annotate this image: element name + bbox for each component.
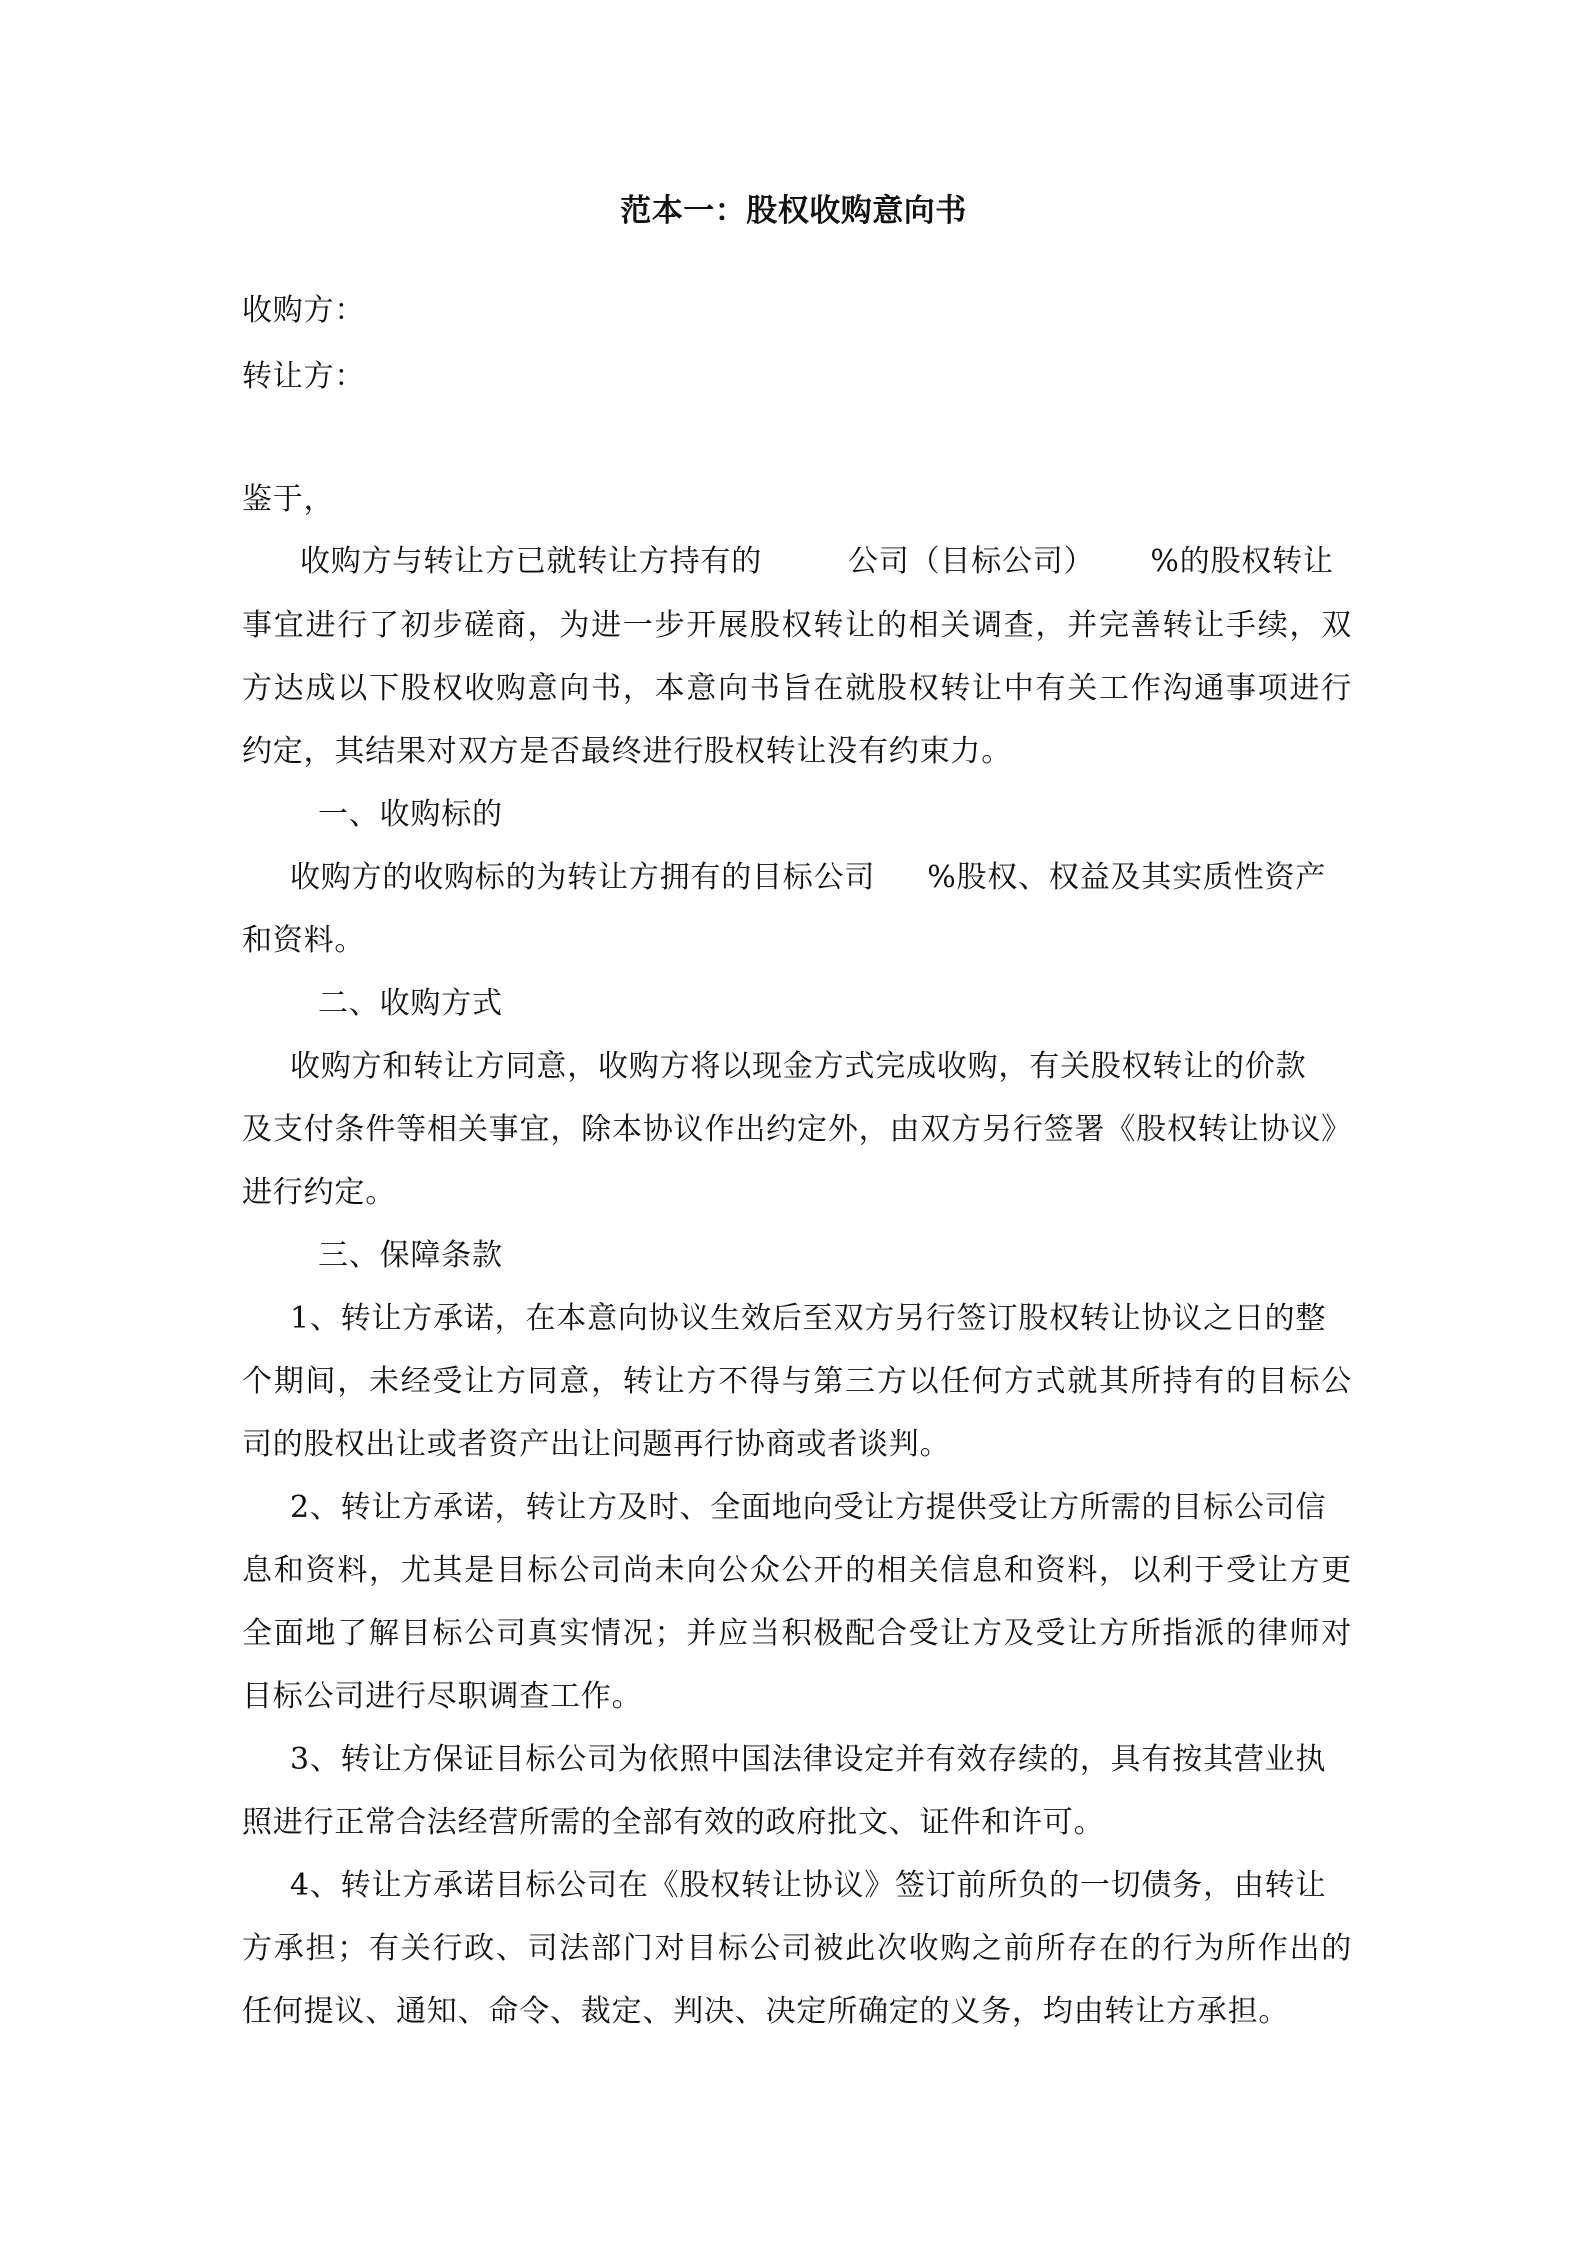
section2-line-1: 收购方和转让方同意，收购方将以现金方式完成收购，有关股权转让的价款 [290, 1049, 1307, 1084]
intro-text-c: %的股权转让 [1150, 544, 1334, 579]
item1-line-1: 1、转让方承诺，在本意向协议生效后至双方另行签订股权转让协议之日的整 [290, 1301, 1327, 1336]
item2-line-1: 2、转让方承诺，转让方及时、全面地向受让方提供受让方所需的目标公司信 [290, 1490, 1327, 1525]
intro-line-3: 方达成以下股权收购意向书，本意向书旨在就股权转让中有关工作沟通事项进行 [242, 671, 1352, 706]
section2-line-2: 及支付条件等相关事宜，除本协议作出约定外，由双方另行签署《股权转让协议》 [242, 1112, 1352, 1147]
item4-line-1: 4、转让方承诺目标公司在《股权转让协议》签订前所负的一切债务，由转让 [290, 1868, 1327, 1903]
item2-line-4: 目标公司进行尽职调查工作。 [242, 1679, 643, 1714]
intro-text-a: 收购方与转让方已就转让方持有的 [300, 544, 762, 579]
item3-line-1: 3、转让方保证目标公司为依照中国法律设定并有效存续的，具有按其营业执 [290, 1742, 1327, 1777]
section2-line-3: 进行约定。 [242, 1175, 396, 1210]
section1-line-2: 和资料。 [242, 923, 366, 958]
section2-heading: 二、收购方式 [318, 986, 503, 1021]
section1-heading: 一、收购标的 [318, 797, 503, 832]
acquirer-label: 收购方： [242, 293, 366, 328]
item3-line-2: 照进行正常合法经营所需的全部有效的政府批文、证件和许可。 [242, 1805, 1105, 1840]
intro-line-1 [300, 537, 1334, 587]
item4-line-2: 方承担；有关行政、司法部门对目标公司被此次收购之前所存在的行为所作出的 [242, 1931, 1352, 1966]
section1-line-1 [290, 853, 1326, 903]
document-title: 范本一：股权收购意向书 [620, 193, 967, 229]
section1-text-b: %股权、权益及其实质性资产 [927, 860, 1327, 895]
item1-line-3: 司的股权出让或者资产出让问题再行协商或者谈判。 [242, 1427, 951, 1462]
intro-line-4: 约定，其结果对双方是否最终进行股权转让没有约束力。 [242, 734, 1012, 769]
whereas-label: 鉴于， [242, 482, 335, 517]
intro-text-b: 公司（目标公司） [848, 544, 1095, 579]
item1-line-2: 个期间，未经受让方同意，转让方不得与第三方以任何方式就其所持有的目标公 [242, 1364, 1352, 1399]
section1-text-a: 收购方的收购标的为转让方拥有的目标公司 [290, 860, 876, 895]
transferor-label: 转让方： [242, 359, 366, 394]
section3-heading: 三、保障条款 [318, 1238, 503, 1273]
item2-line-2: 息和资料，尤其是目标公司尚未向公众公开的相关信息和资料，以利于受让方更 [242, 1553, 1352, 1588]
item4-line-3: 任何提议、通知、命令、裁定、判决、决定所确定的义务，均由转让方承担。 [242, 1994, 1290, 2029]
item2-line-3: 全面地了解目标公司真实情况；并应当积极配合受让方及受让方所指派的律师对 [242, 1616, 1352, 1651]
intro-line-2: 事宜进行了初步磋商，为进一步开展股权转让的相关调查，并完善转让手续，双 [242, 608, 1352, 643]
